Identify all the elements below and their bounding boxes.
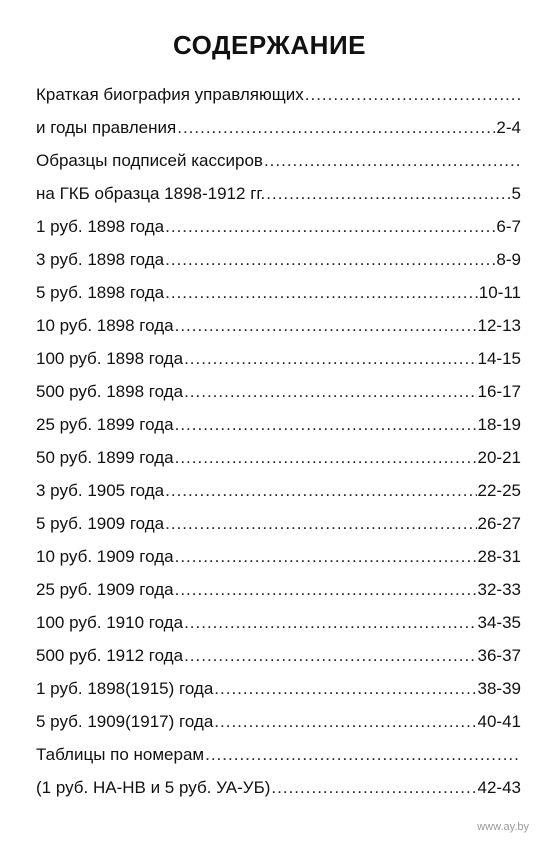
- toc-entry: [36, 765, 521, 798]
- dot-leader: [165, 514, 476, 534]
- toc-entry-page: 38-39: [477, 679, 521, 698]
- toc-entry-label: 100 руб. 1898 года: [36, 349, 184, 368]
- dot-leader: [175, 547, 477, 567]
- toc-entry-page: 6-7: [496, 217, 521, 236]
- toc-entry-page: 2-4: [496, 118, 521, 137]
- toc-entry-page: 40-41: [477, 712, 521, 731]
- toc-entry: [36, 171, 521, 204]
- toc-entry: [36, 138, 521, 171]
- toc-entry-page: 26-27: [477, 514, 521, 533]
- toc-entry: [36, 501, 521, 534]
- toc-entry: [36, 270, 521, 303]
- toc-entry: [36, 699, 521, 732]
- toc-entry-page: 16-17: [477, 382, 521, 401]
- toc-entry-label: 100 руб. 1910 года: [36, 613, 184, 632]
- toc-entry: [36, 633, 521, 666]
- toc-entry: [36, 204, 521, 237]
- toc-entry: [36, 303, 521, 336]
- toc-entry-label: 5 руб. 1909 года: [36, 514, 165, 533]
- dot-leader: [305, 85, 520, 105]
- toc-entry-page: 10-11: [478, 283, 521, 302]
- toc-entry-page: 36-37: [477, 646, 521, 665]
- toc-entry-label: Краткая биография управляющих: [36, 85, 304, 104]
- toc-entry-label: 5 руб. 1898 года: [36, 283, 165, 302]
- toc-entry-page: 5: [511, 184, 521, 203]
- toc-entry-page: 34-35: [477, 613, 521, 632]
- dot-leader: [264, 151, 520, 171]
- toc-entry: [36, 534, 521, 567]
- toc-entry-label: на ГКБ образца 1898-1912 гг.: [36, 184, 266, 203]
- toc-entry-label: 3 руб. 1905 года: [36, 481, 165, 500]
- toc-entry: [36, 237, 521, 270]
- toc-entry: [36, 72, 521, 105]
- dot-leader: [165, 481, 476, 501]
- toc-entry: [36, 666, 521, 699]
- toc-entry-label: 10 руб. 1898 года: [36, 316, 174, 335]
- dot-leader: [175, 316, 477, 336]
- toc-entry-page: 28-31: [477, 547, 521, 566]
- toc-entry-label: 25 руб. 1909 года: [36, 580, 174, 599]
- toc-entry-label: 50 руб. 1899 года: [36, 448, 174, 467]
- watermark-text: www.ay.by: [477, 821, 529, 833]
- dot-leader: [184, 646, 476, 666]
- toc-entry-label: (1 руб. НА-НВ и 5 руб. УА-УБ): [36, 778, 271, 797]
- toc-entry: [36, 468, 521, 501]
- dot-leader: [175, 415, 477, 435]
- toc-entry: [36, 369, 521, 402]
- dot-leader: [165, 250, 495, 270]
- toc-entry-label: Таблицы по номерам: [36, 745, 205, 764]
- toc-entry: [36, 600, 521, 633]
- toc-entry-label: и годы правления: [36, 118, 177, 137]
- toc-entry-label: 5 руб. 1909(1917) года: [36, 712, 214, 731]
- toc-entry-label: Образцы подписей кассиров: [36, 151, 263, 170]
- toc-entry-page: 8-9: [496, 250, 521, 269]
- page-title: СОДЕРЖАНИЕ: [173, 30, 366, 60]
- toc-entry-page: 18-19: [477, 415, 521, 434]
- dot-leader: [214, 712, 476, 732]
- dot-leader: [205, 745, 520, 765]
- toc-entry-page: 22-25: [477, 481, 521, 500]
- dot-leader: [184, 613, 476, 633]
- toc-entry-page: 42-43: [477, 778, 521, 797]
- toc-entry-label: 1 руб. 1898(1915) года: [36, 679, 214, 698]
- dot-leader: [214, 679, 476, 699]
- toc-entry-page: 20-21: [477, 448, 521, 467]
- toc-entry-label: 25 руб. 1899 года: [36, 415, 174, 434]
- dot-leader: [165, 283, 478, 303]
- toc-entry: [36, 105, 521, 138]
- toc-entry-label: 3 руб. 1898 года: [36, 250, 165, 269]
- toc-entry: [36, 435, 521, 468]
- toc-entry-page: 32-33: [477, 580, 521, 599]
- dot-leader: [184, 349, 476, 369]
- toc-entry: [36, 402, 521, 435]
- toc-entry-page: 12-13: [477, 316, 521, 335]
- toc-entry-label: 10 руб. 1909 года: [36, 547, 174, 566]
- toc-entry: [36, 567, 521, 600]
- dot-leader: [165, 217, 495, 237]
- toc-entry-page: 14-15: [477, 349, 521, 368]
- dot-leader: [177, 118, 495, 138]
- dot-leader: [271, 778, 476, 798]
- dot-leader: [184, 382, 476, 402]
- dot-leader: [175, 448, 477, 468]
- toc-entry-label: 1 руб. 1898 года: [36, 217, 165, 236]
- toc-entry: [36, 336, 521, 369]
- toc-entry-label: 500 руб. 1898 года: [36, 382, 184, 401]
- dot-leader: [175, 580, 477, 600]
- toc-entry-label: 500 руб. 1912 года: [36, 646, 184, 665]
- table-of-contents: [36, 72, 521, 798]
- toc-entry: [36, 732, 521, 765]
- dot-leader: [266, 184, 510, 204]
